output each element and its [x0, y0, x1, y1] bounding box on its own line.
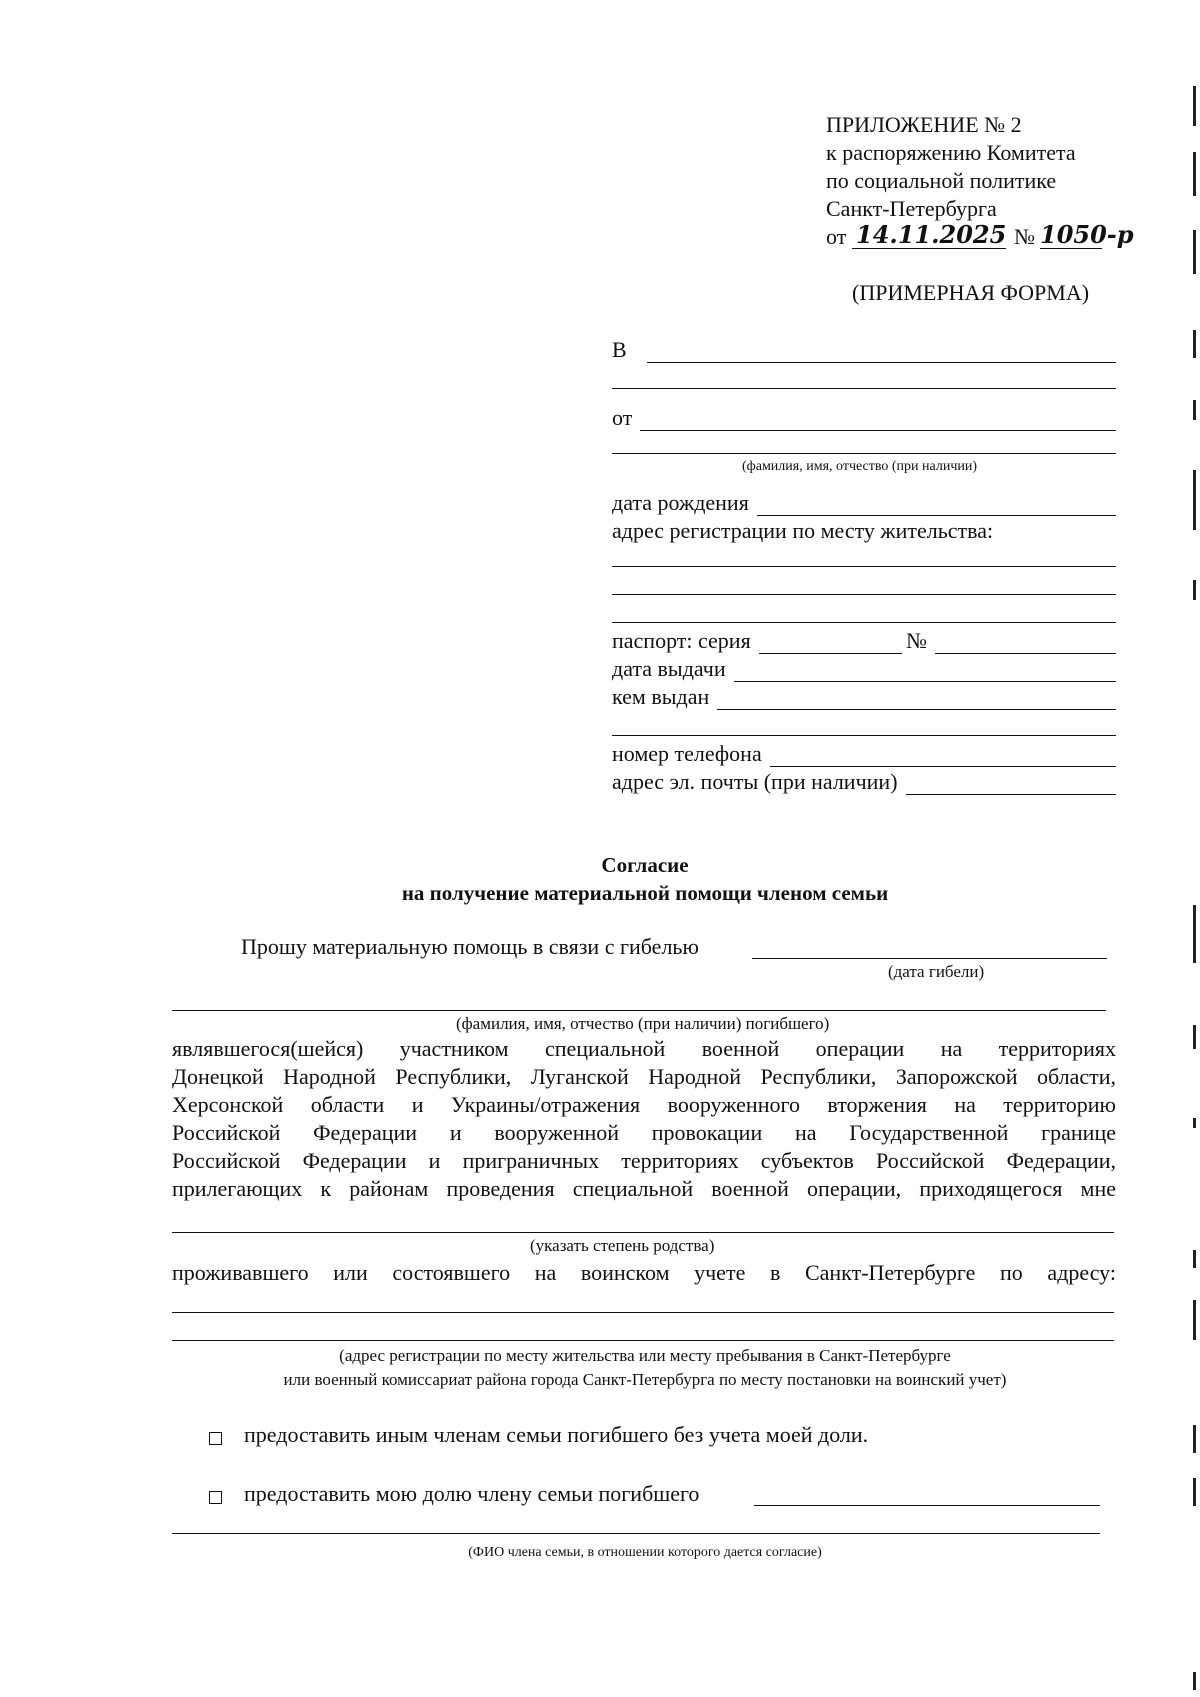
passport-number-field[interactable] — [906, 628, 1116, 654]
scan-edge-mark — [1193, 400, 1196, 420]
fio-caption: (фамилия, имя, отчество (при наличии) — [742, 459, 978, 474]
issue-date-line[interactable] — [734, 661, 1116, 682]
paragraph-line-1: являвшегося(шейся) участником специальной военной операции на территориях — [172, 1036, 1116, 1061]
email-label: адрес эл. почты (при наличии) — [612, 769, 898, 794]
scan-edge-mark — [1193, 330, 1196, 358]
consent-title: Согласие — [601, 853, 689, 877]
residence-address-line-2[interactable] — [172, 1340, 1114, 1341]
option2-checkbox[interactable] — [209, 1491, 222, 1504]
to-input-line[interactable] — [647, 342, 1116, 363]
birth-field[interactable] — [612, 490, 1116, 516]
scan-edge-mark — [1193, 905, 1196, 963]
scan-edge-mark — [1193, 1672, 1196, 1690]
issued-by-label: кем выдан — [612, 684, 710, 709]
phone-field[interactable] — [612, 741, 1116, 767]
scan-edge-mark — [1193, 1425, 1196, 1453]
from-field[interactable] — [612, 405, 1116, 431]
address-line-3[interactable] — [612, 622, 1116, 623]
appendix-title: ПРИЛОЖЕНИЕ № 2 — [826, 112, 1022, 137]
deceased-caption: (фамилия, имя, отчество (при наличии) погибшего) — [456, 1014, 830, 1033]
passport-series-line[interactable] — [759, 633, 902, 654]
header-line-1: к распоряжению Комитета — [826, 140, 1076, 165]
from-label: от — [612, 405, 633, 430]
paragraph-line-2: Донецкой Народной Республики, Луганской Народной Республики, Запорожской области, — [172, 1064, 1116, 1089]
address-line-1[interactable] — [612, 566, 1116, 567]
address-caption-2: или военный комиссариат района города Санкт-Петербурга по месту постановки на воинский учет) — [283, 1370, 1007, 1389]
address-label: адрес регистрации по месту жительства: — [612, 518, 994, 543]
issued-by-line[interactable] — [717, 689, 1116, 710]
scan-edge-mark — [1193, 1025, 1196, 1049]
address-caption-1: (адрес регистрации по месту жительства или месту пребывания в Санкт-Петербурге — [339, 1346, 951, 1365]
issued-by-field[interactable] — [612, 684, 1116, 710]
deceased-name-line[interactable] — [172, 1010, 1106, 1011]
paragraph-line-3: Херсонской области и Украины/отражения вооруженного вторжения на территорию — [172, 1092, 1116, 1117]
to-label: В — [612, 337, 627, 362]
scan-edge-mark — [1193, 1300, 1196, 1340]
option1-checkbox[interactable] — [209, 1432, 222, 1445]
from-input-line[interactable] — [640, 410, 1116, 431]
relation-line[interactable] — [172, 1232, 1114, 1233]
phone-line[interactable] — [770, 746, 1116, 767]
passport-number-label: № — [906, 628, 927, 653]
relation-caption: (указать степень родства) — [530, 1236, 715, 1255]
request-text: Прошу материальную помощь в связи с гибелью — [241, 934, 699, 959]
passport-series-label: паспорт: серия — [612, 628, 751, 653]
scan-edge-mark — [1193, 580, 1196, 600]
date-prefix: от — [826, 224, 847, 249]
family-member-line[interactable] — [172, 1533, 1100, 1534]
email-field[interactable] — [612, 769, 1116, 795]
address-line-2[interactable] — [612, 594, 1116, 595]
paragraph-line-5: Российской Федерации и приграничных территориях субъектов Российской Федерации, — [172, 1148, 1116, 1173]
birth-label: дата рождения — [612, 490, 749, 515]
residence-text: проживавшего или состоявшего на воинском учете в Санкт-Петербурге по адресу: — [172, 1260, 1116, 1285]
issue-date-field[interactable] — [612, 656, 1116, 682]
passport-series-field[interactable] — [612, 628, 902, 654]
scan-edge-mark — [1193, 230, 1196, 274]
scan-edge-mark — [1193, 1478, 1196, 1506]
handwritten-date: 14.11.2025 — [856, 220, 1007, 249]
consent-subtitle: на получение материальной помощи членом семьи — [401, 881, 889, 905]
header-line-3: Санкт-Петербурга — [826, 196, 997, 221]
from-second-line[interactable] — [612, 453, 1116, 454]
issued-by-second-line[interactable] — [612, 735, 1116, 736]
phone-label: номер телефона — [612, 741, 762, 766]
residence-text-wrap — [172, 1260, 1116, 1286]
to-second-line[interactable] — [612, 388, 1116, 389]
handwritten-number: 1050-р — [1040, 220, 1134, 249]
paragraph-line-4: Российской Федерации и вооруженной провокации на Государственной границе — [172, 1120, 1116, 1145]
birth-input-line[interactable] — [757, 495, 1116, 516]
main-paragraph — [172, 1036, 1116, 1202]
scan-edge-mark — [1193, 152, 1196, 196]
passport-number-line[interactable] — [935, 633, 1116, 654]
residence-address-line-1[interactable] — [172, 1312, 1114, 1313]
paragraph-line-6: прилегающих к районам проведения специальной военной операции, приходящегося мне — [172, 1176, 1116, 1201]
email-line[interactable] — [906, 774, 1116, 795]
number-prefix: № — [1014, 224, 1035, 249]
family-member-inline-line[interactable] — [754, 1505, 1100, 1506]
option1-text: предоставить иным членам семьи погибшего без учета моей доли. — [244, 1422, 869, 1447]
form-type: (ПРИМЕРНАЯ ФОРМА) — [852, 280, 1090, 305]
death-date-caption: (дата гибели) — [888, 962, 985, 981]
option2-text: предоставить мою долю члену семьи погибшего — [244, 1481, 700, 1506]
scan-edge-mark — [1193, 470, 1196, 530]
to-field[interactable] — [612, 337, 1116, 363]
scan-edge-mark — [1193, 86, 1196, 126]
issue-date-label: дата выдачи — [612, 656, 726, 681]
header-line-2: по социальной политике — [826, 168, 1057, 193]
scan-edge-mark — [1193, 1118, 1196, 1128]
scan-edge-mark — [1193, 1250, 1196, 1268]
family-member-caption: (ФИО члена семьи, в отношении которого дается согласие) — [468, 1545, 822, 1560]
death-date-line[interactable] — [752, 958, 1107, 959]
